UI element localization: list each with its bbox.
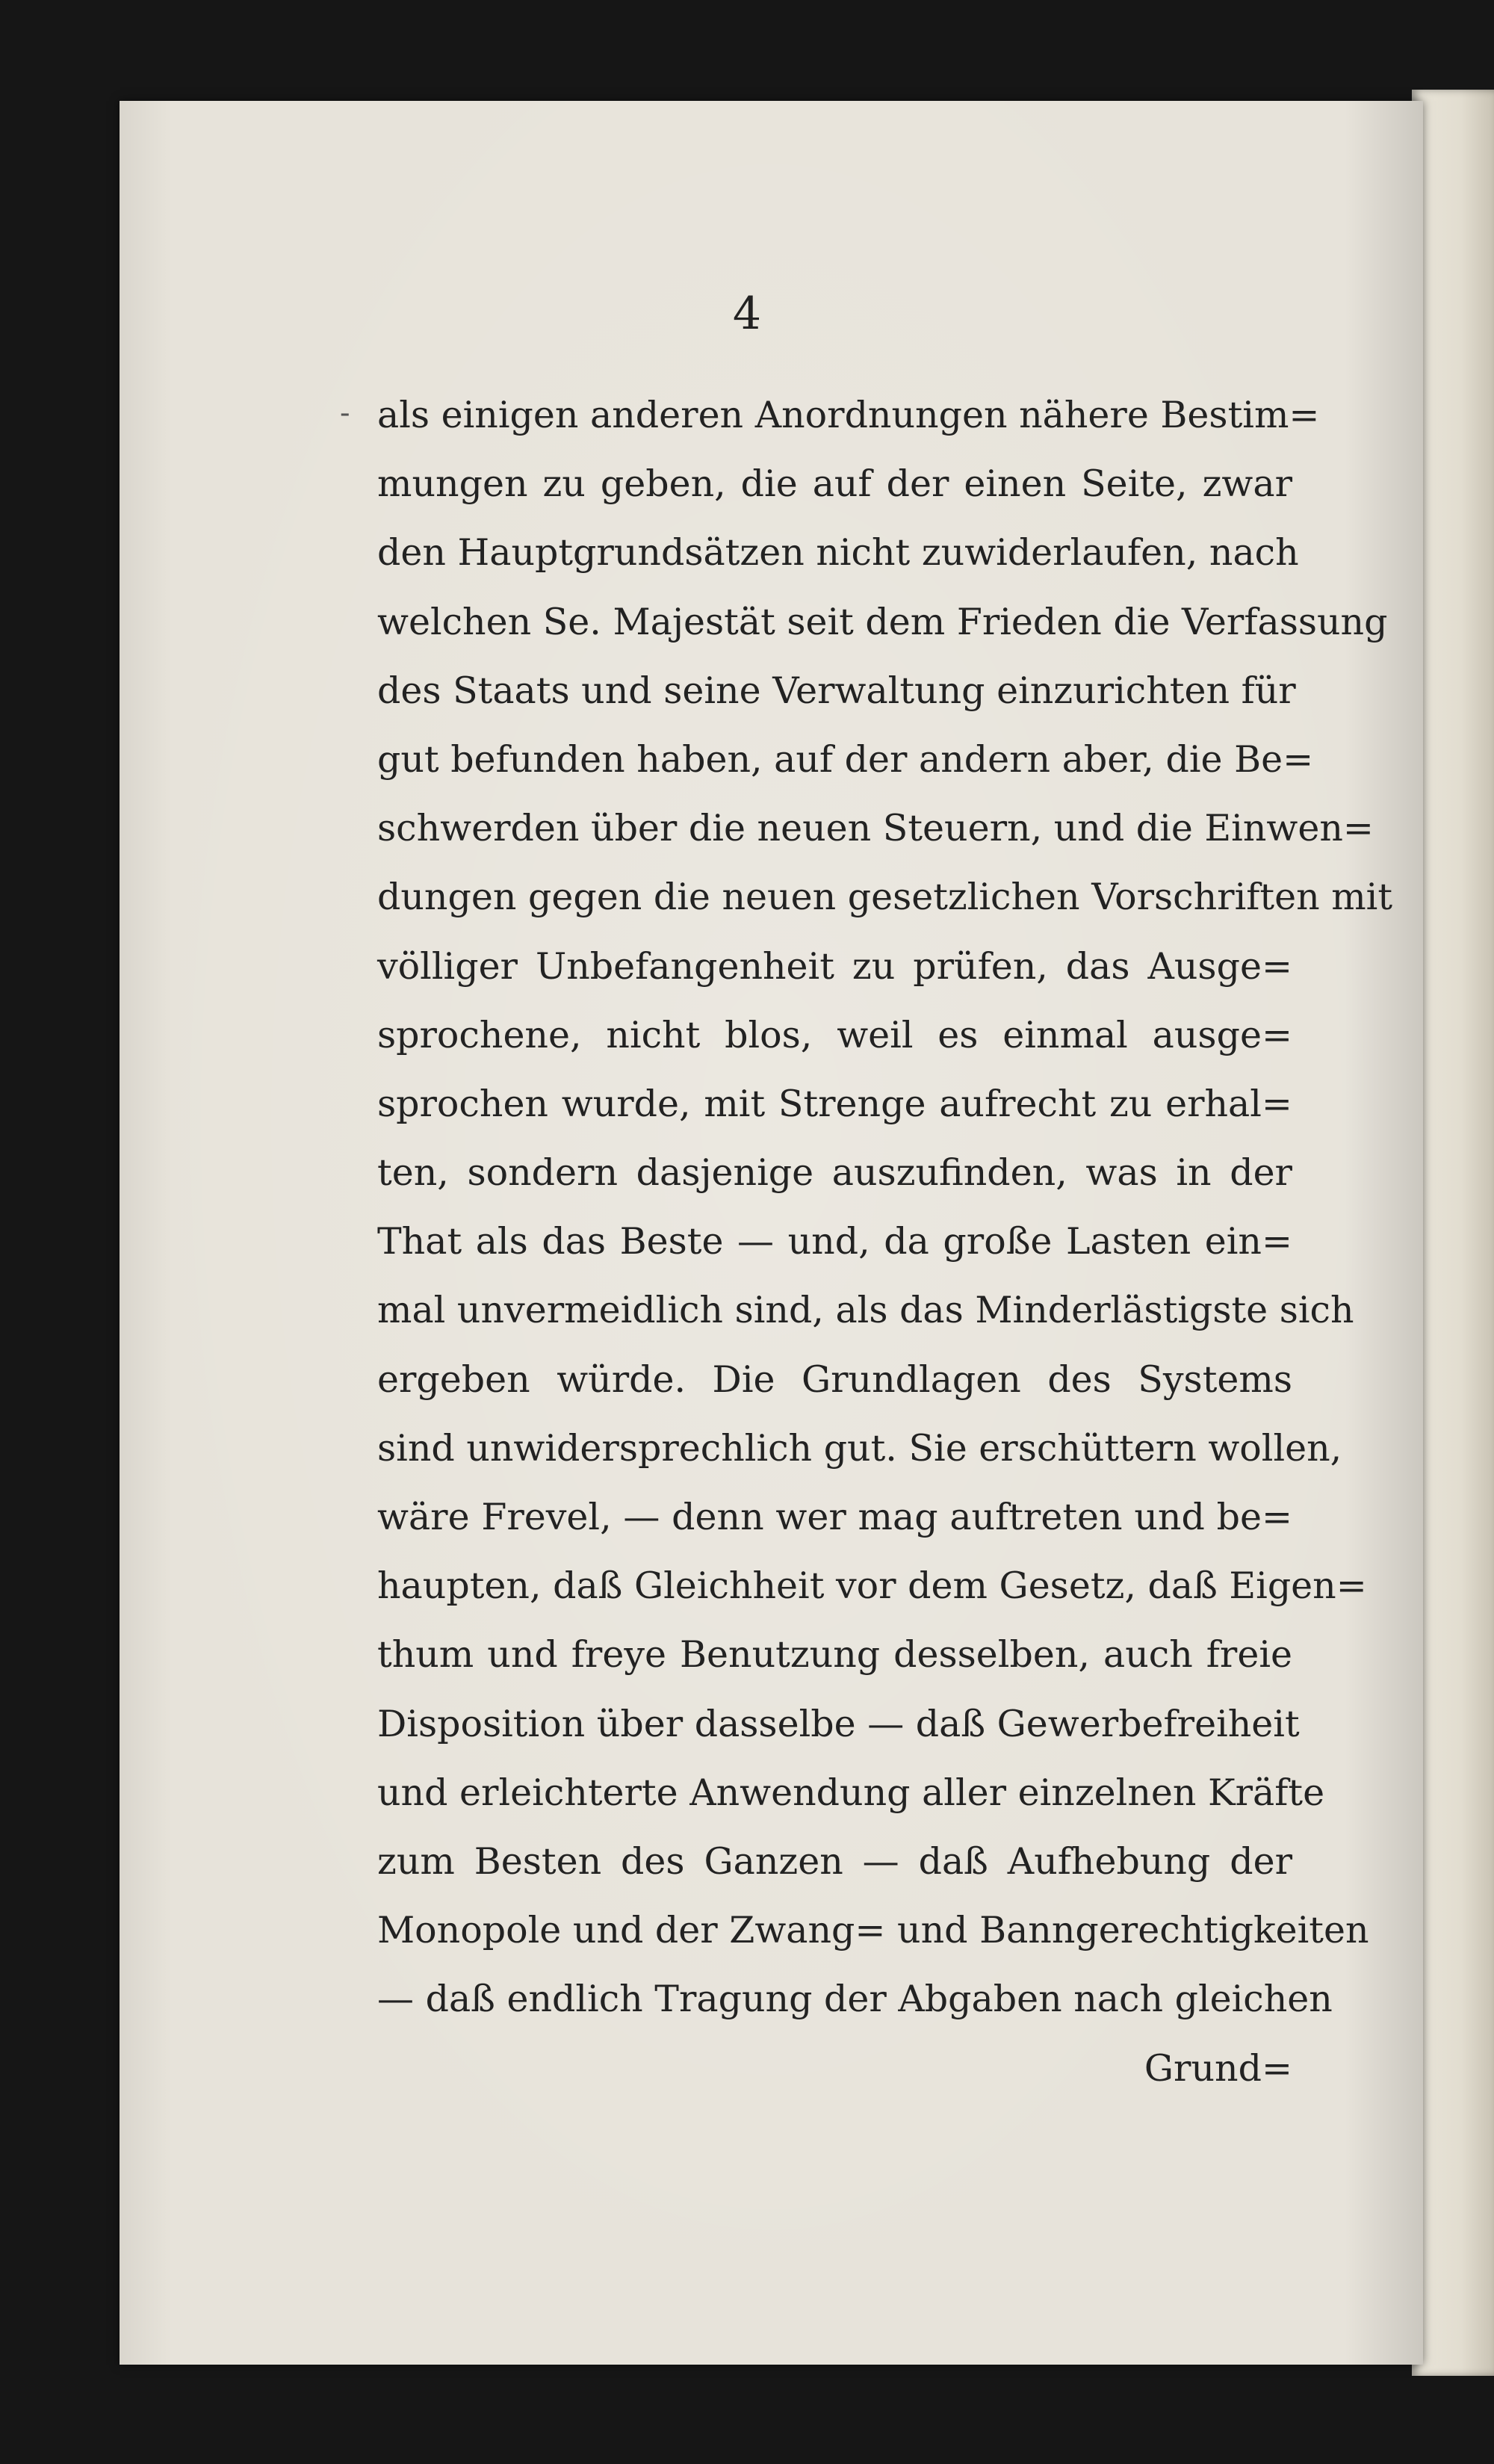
text-line-5: des Staats und seine Verwaltung einzurichten für [377,669,1296,712]
body-text [377,381,1393,2103]
text-line-23: Monopole und der Zwang= und Banngerechtigkeiten [377,1909,1369,1952]
catchword: Grund= [1144,2046,1292,2090]
text-line-21: und erleichterte Anwendung aller einzelnen Kräfte [377,1771,1325,1814]
text-line-7: schwerden über die neuen Steuern, und die Einwen= [377,807,1374,850]
text-line-3: den Hauptgrundsätzen nicht zuwiderlaufen, nach [377,531,1299,575]
text-line-14: mal unvermeidlich sind, als das Minderlästigste sich [377,1289,1354,1332]
page-number: 4 [732,288,762,340]
text-line-18: haupten, daß Gleichheit vor dem Gesetz, daß Eigen= [377,1564,1367,1608]
text-line-20: Disposition über dasselbe — daß Gewerbefreiheit [377,1702,1300,1745]
text-line-12: ten, sondern dasjenige auszufinden, was in der [377,1151,1292,1195]
text-line-8: dungen gegen die neuen gesetzlichen Vorschriften mit [377,876,1393,919]
text-line-19: thum und freye Benutzung desselben, auch freie [377,1633,1292,1677]
text-line-17: wäre Frevel, — denn wer mag auftreten und be= [377,1496,1292,1538]
text-line-10: sprochene, nicht blos, weil es einmal ausge= [377,1013,1292,1056]
text-line-13: That als das Beste — und, da große Lasten ein= [377,1220,1292,1263]
text-line-6: gut befunden haben, auf der andern aber, die Be= [377,737,1314,781]
text-line-9: völliger Unbefangenheit zu prüfen, das Ausge= [377,944,1292,988]
text-line-4: welchen Se. Majestät seit dem Frieden die Verfassung [377,600,1388,643]
text-line-1: als einigen anderen Anordnungen nähere Bestim= [377,394,1320,436]
text-line-11: sprochen wurde, mit Strenge aufrecht zu erhal= [377,1082,1292,1125]
text-line-2: mungen zu geben, die auf der einen Seite, zwar [377,462,1292,506]
next-page-edge [1412,90,1494,2376]
text-line-22: zum Besten des Ganzen — daß Aufhebung der [377,1839,1292,1883]
text-line-15: ergeben würde. Die Grundlagen des Systems [377,1358,1292,1401]
text-line-16: sind unwidersprechlich gut. Sie erschüttern wollen, [377,1426,1342,1470]
text-line-24: — daß endlich Tragung der Abgaben nach gleichen [377,1978,1333,2021]
margin-mark: - [340,396,350,430]
